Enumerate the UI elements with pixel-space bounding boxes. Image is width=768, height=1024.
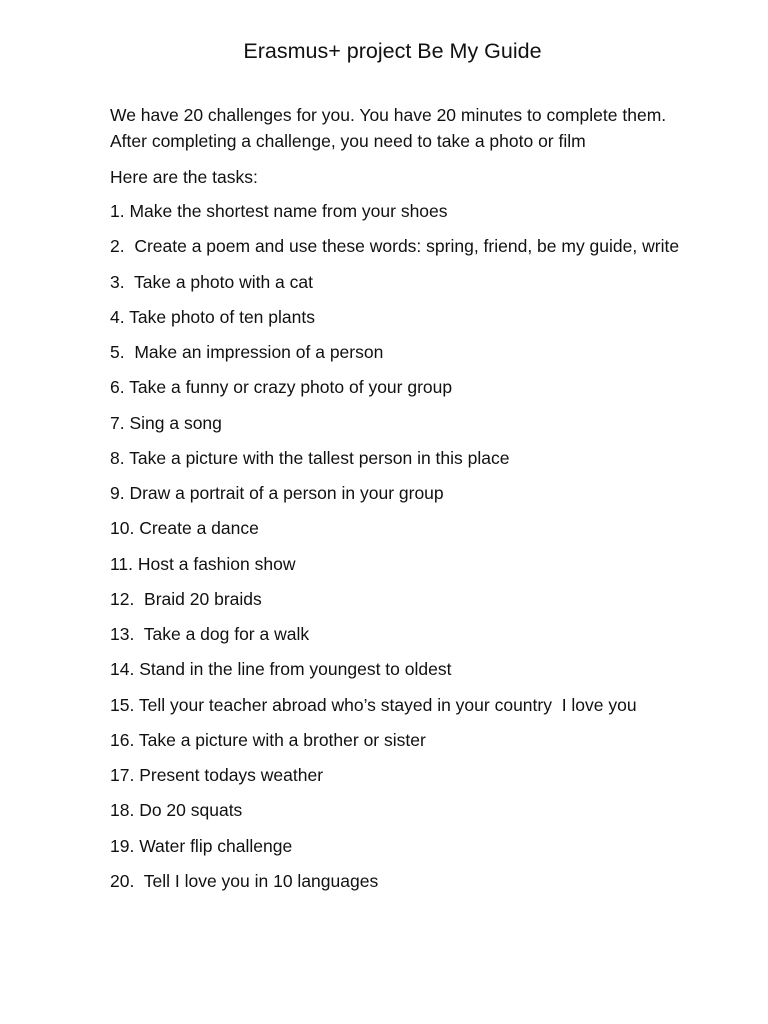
- task-item: 4. Take photo of ten plants: [110, 306, 315, 327]
- task-item: 11. Host a fashion show: [110, 553, 296, 574]
- intro-paragraph: [110, 103, 666, 154]
- intro-line: After completing a challenge, you need to take a photo or film: [110, 130, 586, 151]
- task-item: 8. Take a picture with the tallest person in this place: [110, 447, 510, 468]
- task-item: 14. Stand in the line from youngest to oldest: [110, 659, 452, 680]
- task-item: 10. Create a dance: [110, 518, 259, 539]
- task-item: 13. Take a dog for a walk: [110, 624, 310, 644]
- tasks-heading: Here are the tasks:: [110, 167, 258, 187]
- task-item: 15. Tell your teacher abroad who’s stayed in your country I love you: [110, 694, 637, 715]
- task-item: 7. Sing a song: [110, 412, 222, 433]
- task-list: [110, 199, 679, 904]
- intro-line: We have 20 challenges for you. You have 20 minutes to complete them.: [110, 105, 667, 125]
- task-item: 12. Braid 20 braids: [110, 588, 262, 609]
- task-item: 17. Present todays weather: [110, 765, 324, 785]
- task-item: 19. Water flip challenge: [110, 835, 293, 856]
- task-item: 1. Make the shortest name from your shoes: [110, 201, 448, 221]
- task-item: 16. Take a picture with a brother or sister: [110, 729, 426, 750]
- document-title: Erasmus+ project Be My Guide: [243, 39, 542, 63]
- task-item: 6. Take a funny or crazy photo of your group: [110, 377, 453, 398]
- task-item: 9. Draw a portrait of a person in your group: [110, 483, 444, 503]
- task-item: 2. Create a poem and use these words: spring, friend, be my guide, write: [110, 236, 680, 257]
- task-item: 18. Do 20 squats: [110, 800, 243, 821]
- task-item: 20. Tell I love you in 10 languages: [110, 870, 379, 891]
- task-item: 3. Take a photo with a cat: [110, 271, 314, 292]
- task-item: 5. Make an impression of a person: [110, 342, 384, 362]
